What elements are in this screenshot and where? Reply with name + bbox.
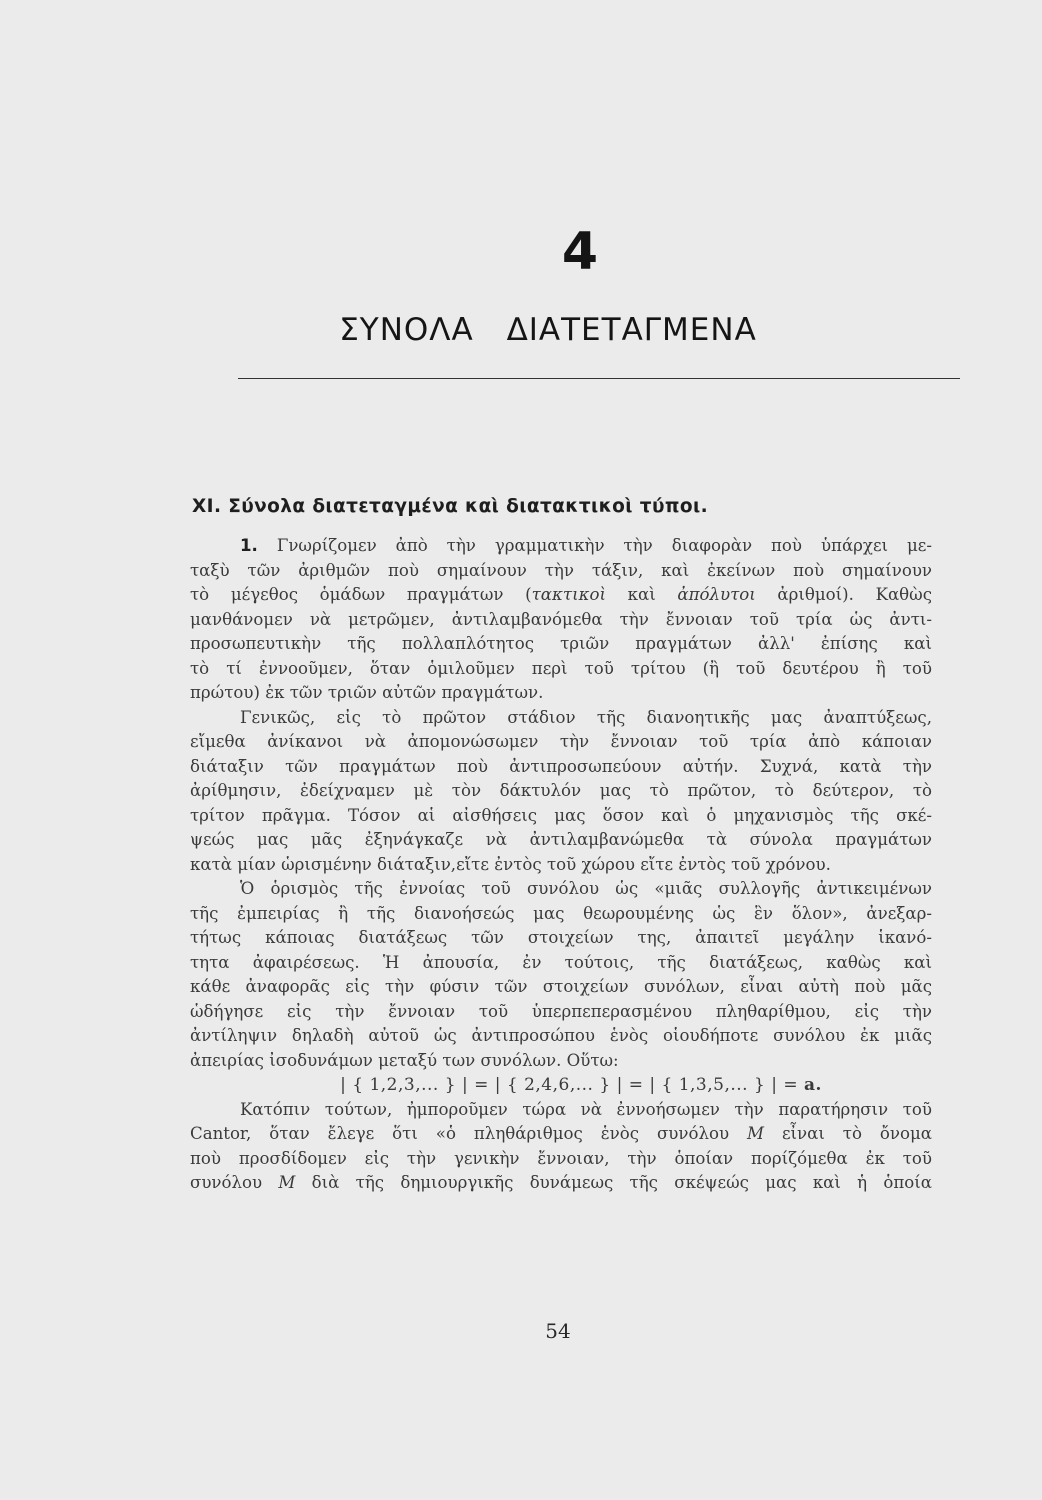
section-heading: XI. Σύνολα διατεταγμένα καὶ διατακτικοὶ τύποι. <box>192 496 709 517</box>
text-line: κατὰ μίαν ὡρισμένην διάταξιν,εἴτε ἐντὸς τοῦ χώρου εἴτε ἐντὸς τοῦ χρόνου. <box>190 854 831 874</box>
paragraph-4 <box>190 1098 932 1196</box>
paragraph-number: 1. <box>240 536 258 555</box>
text-line: τὸ μέγεθος ὁμάδων πραγμάτων (τακτικοὶ καὶ ἀπόλυτοι ἀριθμοί). Καθὼς <box>190 585 932 604</box>
text-line: τῆς ἐμπειρίας ἢ τῆς διανοήσεώς μας θεωρουμένης ὡς ἓν ὅλον», ἀνεξαρ- <box>190 903 932 923</box>
text-line: τὸ τί ἐννοοῦμεν, ὅταν ὁμιλοῦμεν περὶ τοῦ τρίτου (ἢ τοῦ δευτέρου ἢ τοῦ <box>190 658 932 678</box>
text-line: προσωπευτικὴν τῆς πολλαπλότητος τριῶν πραγμάτων ἀλλ' ἐπίσης καὶ <box>190 634 932 653</box>
text-line: Γενικῶς, εἰς τὸ πρῶτον στάδιον τῆς διανοητικῆς μας ἀναπτύξεως, <box>240 707 932 727</box>
paragraph-2 <box>190 706 932 878</box>
text-line: εἴμεθα ἀνίκανοι νὰ ἀπομονώσωμεν τὴν ἔννοιαν τοῦ τρία ἀπὸ κάποιαν <box>190 732 932 751</box>
text-line: διάταξιν τῶν πραγμάτων ποὺ ἀντιπροσωπεύουν αὐτήν. Συχνά, κατὰ τὴν <box>190 756 932 776</box>
text-line: τητα ἀφαιρέσεως. Ἡ ἀπουσία, ἐν τούτοις, τῆς διατάξεως, καθὼς καὶ <box>190 952 932 972</box>
text-line: ὡδήγησε εἰς τὴν ἔννοιαν τοῦ ὑπερπεπερασμένου πληθαρίθμου, εἰς τὴν <box>190 1001 932 1021</box>
page-number: 54 <box>545 1319 571 1343</box>
chapter-number: 4 <box>561 222 599 282</box>
text-line: Cantor, ὅταν ἔλεγε ὅτι «ὁ πληθάριθμος ἑνὸς συνόλου M εἶναι τὸ ὄνομα <box>190 1124 932 1143</box>
paragraph-3 <box>190 877 932 1073</box>
text-line: ταξὺ τῶν ἀριθμῶν ποὺ σημαίνουν τὴν τάξιν, καὶ ἐκείνων ποὺ σημαίνουν <box>190 560 932 580</box>
text-line: ἀρίθμησιν, ἐδείχναμεν μὲ τὸν δάκτυλόν μας τὸ πρῶτον, τὸ δεύτερον, τὸ <box>190 781 932 800</box>
set-symbol: M <box>278 1173 296 1192</box>
text-line: ἀντίληψιν δηλαδὴ αὐτοῦ ὡς ἀντιπροσώπου ἑνὸς οἱουδήποτε συνόλου ἐκ μιᾶς <box>190 1026 932 1045</box>
text-line: ποὺ προσδίδομεν εἰς τὴν γενικὴν ἔννοιαν, τὴν ὁποίαν πορίζόμεθα ἐκ τοῦ <box>190 1148 932 1168</box>
body-text <box>190 534 932 1196</box>
text-line: ἀπειρίας ἰσοδυνάμων μεταξύ των συνόλων. Οὕτω: <box>190 1050 619 1070</box>
text-line: τήτως κάποιας διατάξεως τῶν στοιχείων της, ἀπαιτεῖ μεγάλην ἱκανό- <box>190 928 932 947</box>
text-line: πρώτου) ἐκ τῶν τριῶν αὐτῶν πραγμάτων. <box>190 683 544 702</box>
text-line: 1. Γνωρίζομεν ἀπὸ τὴν γραμματικὴν τὴν διαφορὰν ποὺ ὑπάρχει με- <box>240 536 933 555</box>
text-line: συνόλου M διὰ τῆς δημιουργικῆς δυνάμεως τῆς σκέψεώς μας καὶ ἡ ὁποία <box>190 1173 932 1192</box>
formula-result: a. <box>803 1075 822 1095</box>
text-line: κάθε ἀναφορᾶς εἰς τὴν φύσιν τῶν στοιχείων συνόλων, εἶναι αὐτὴ ποὺ μᾶς <box>190 977 932 996</box>
text-line: Κατόπιν τούτων, ἠμποροῦμεν τώρα νὰ ἐννοήσωμεν τὴν παρατήρησιν τοῦ <box>240 1099 932 1119</box>
italic-term: τακτικοὶ <box>531 585 606 604</box>
set-symbol: M <box>747 1124 764 1143</box>
italic-term: ἀπόλυτοι <box>677 585 756 604</box>
text-line: ψεώς μας μᾶς ἐξηνάγκαζε νὰ ἀντιλαμβανώμεθα τὰ σύνολα πραγμάτων <box>190 830 932 849</box>
text-line: μανθάνομεν νὰ μετρῶμεν, ἀντιλαμβανόμεθα τὴν ἔννοιαν τοῦ τρία ὡς ἀντι- <box>190 609 932 629</box>
title-divider <box>238 378 960 379</box>
text-line: τρίτον πρᾶγμα. Τόσον αἱ αἰσθήσεις μας ὅσον καὶ ὁ μηχανισμὸς τῆς σκέ- <box>190 805 932 825</box>
text-line: Ὁ ὁρισμὸς τῆς ἐννοίας τοῦ συνόλου ὡς «μιᾶς συλλογῆς ἀντικειμένων <box>240 879 932 898</box>
cardinality-formula: | { 1,2,3,... } | = | { 2,4,6,... } | = | { 1,3,5,... } | = a. <box>340 1075 822 1095</box>
paragraph-1 <box>190 534 932 706</box>
chapter-title: ΣΥΝΟΛΑ ΔΙΑΤΕΤΑΓΜΕΝΑ <box>339 312 757 348</box>
